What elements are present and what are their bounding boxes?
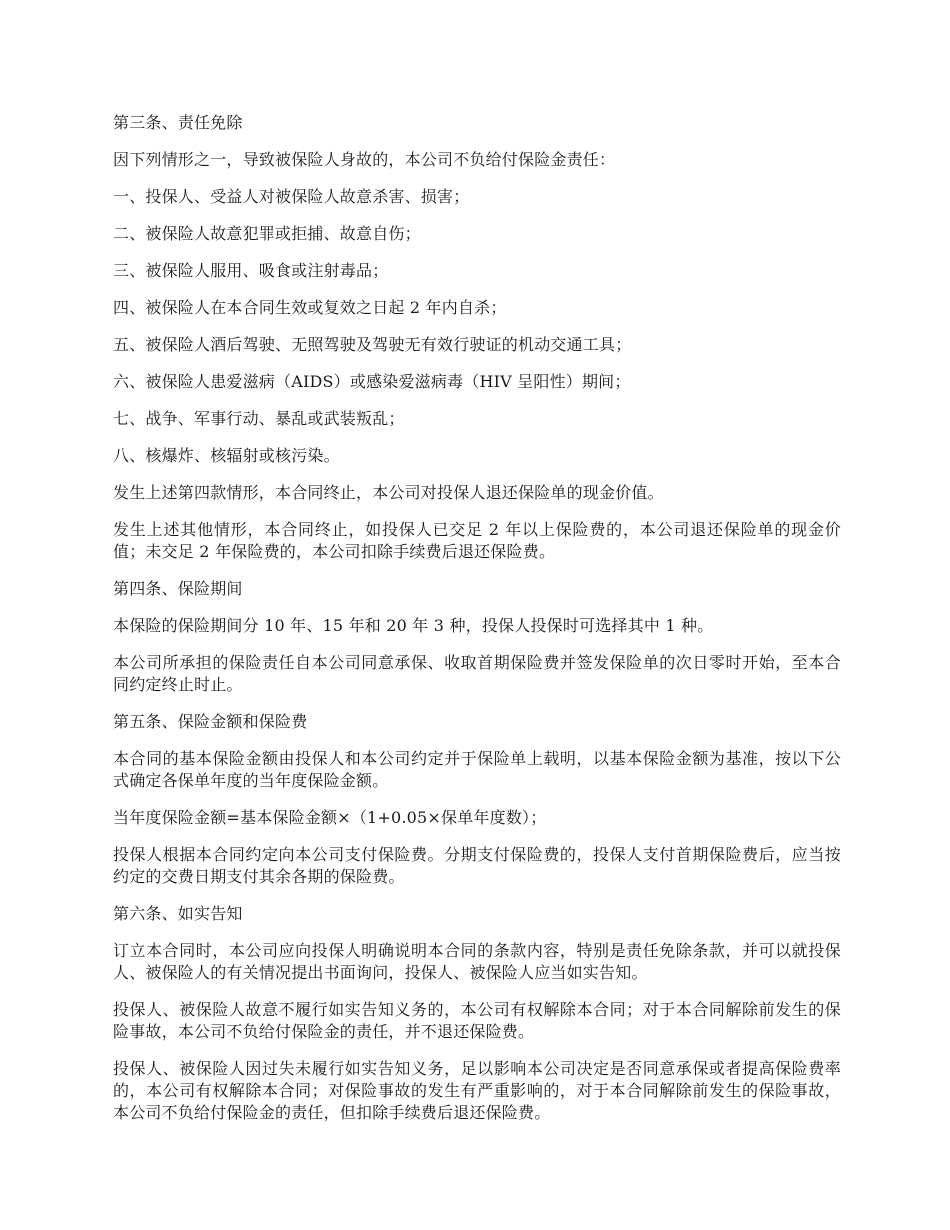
exclusion-item-1: 一、投保人、受益人对被保险人故意杀害、损害；: [113, 187, 470, 206]
exclusion-item-2: 二、被保险人故意犯罪或拒捕、故意自伤；: [113, 224, 421, 243]
disclosure-duty: 订立本合同时，本公司应向投保人明确说明本合同的条款内容，特别是责任免除条款，并可以就投保人、被保险人的有关情况提出书面询问，投保人、被保险人应当如实告知。: [113, 941, 841, 982]
sum-insured-rule: 本合同的基本保险金额由投保人和本公司约定并于保险单上载明，以基本保险金额为基准，按以下公式确定各保单年度的当年度保险金额。: [113, 749, 841, 790]
period-options: 本保险的保险期间分 10 年、15 年和 20 年 3 种，投保人投保时可选择其中 1 种。: [113, 616, 714, 635]
exclusion-item-5: 五、被保险人酒后驾驶、无照驾驶及驾驶无有效行驶证的机动交通工具；: [113, 335, 632, 354]
article-4-heading: 第四条、保险期间: [113, 579, 243, 598]
exclusion-intro: 因下列情形之一，导致被保险人身故的，本公司不负给付保险金责任：: [113, 150, 616, 169]
article-5-heading: 第五条、保险金额和保险费: [113, 712, 308, 731]
document-body: [113, 112, 841, 1139]
exclusion-note-item-4: 发生上述第四款情形，本合同终止，本公司对投保人退还保险单的现金价值。: [113, 483, 664, 502]
exclusion-item-6: 六、被保险人患爱滋病（AIDS）或感染爱滋病毒（HIV 呈阳性）期间；: [113, 372, 631, 391]
exclusion-item-4: 四、被保险人在本合同生效或复效之日起 2 年内自杀；: [113, 298, 507, 317]
exclusion-item-7: 七、战争、军事行动、暴乱或武装叛乱；: [113, 409, 405, 428]
disclosure-intentional: 投保人、被保险人故意不履行如实告知义务的，本公司有权解除本合同；对于本合同解除前发生的保险事故，本公司不负给付保险金的责任，并不退还保险费。: [113, 1000, 841, 1041]
article-6-heading: 第六条、如实告知: [113, 904, 243, 923]
period-start: 本公司所承担的保险责任自本公司同意承保、收取首期保险费并签发保险单的次日零时开始，至本合同约定终止时止。: [113, 653, 841, 694]
sum-insured-formula: 当年度保险金额=基本保险金额×（1+0.05×保单年度数）；: [113, 808, 547, 827]
exclusion-item-3: 三、被保险人服用、吸食或注射毒品；: [113, 261, 389, 280]
disclosure-negligent: 投保人、被保险人因过失未履行如实告知义务，足以影响本公司决定是否同意承保或者提高保险费率的，本公司有权解除本合同；对保险事故的发生有严重影响的，对于本合同解除前发生的保险事故，本公司不负给付保险金的责任，但扣除手续费后退还保险费。: [113, 1059, 841, 1122]
premium-payment: 投保人根据本合同约定向本公司支付保险费。分期支付保险费的，投保人支付首期保险费后，应当按约定的交费日期支付其余各期的保险费。: [113, 845, 841, 886]
article-3-heading: 第三条、责任免除: [113, 113, 243, 132]
exclusion-note-other: 发生上述其他情形，本合同终止，如投保人已交足 2 年以上保险费的，本公司退还保险单的现金价值；未交足 2 年保险费的，本公司扣除手续费后退还保险费。: [113, 520, 841, 561]
exclusion-item-8: 八、核爆炸、核辐射或核污染。: [113, 446, 340, 465]
